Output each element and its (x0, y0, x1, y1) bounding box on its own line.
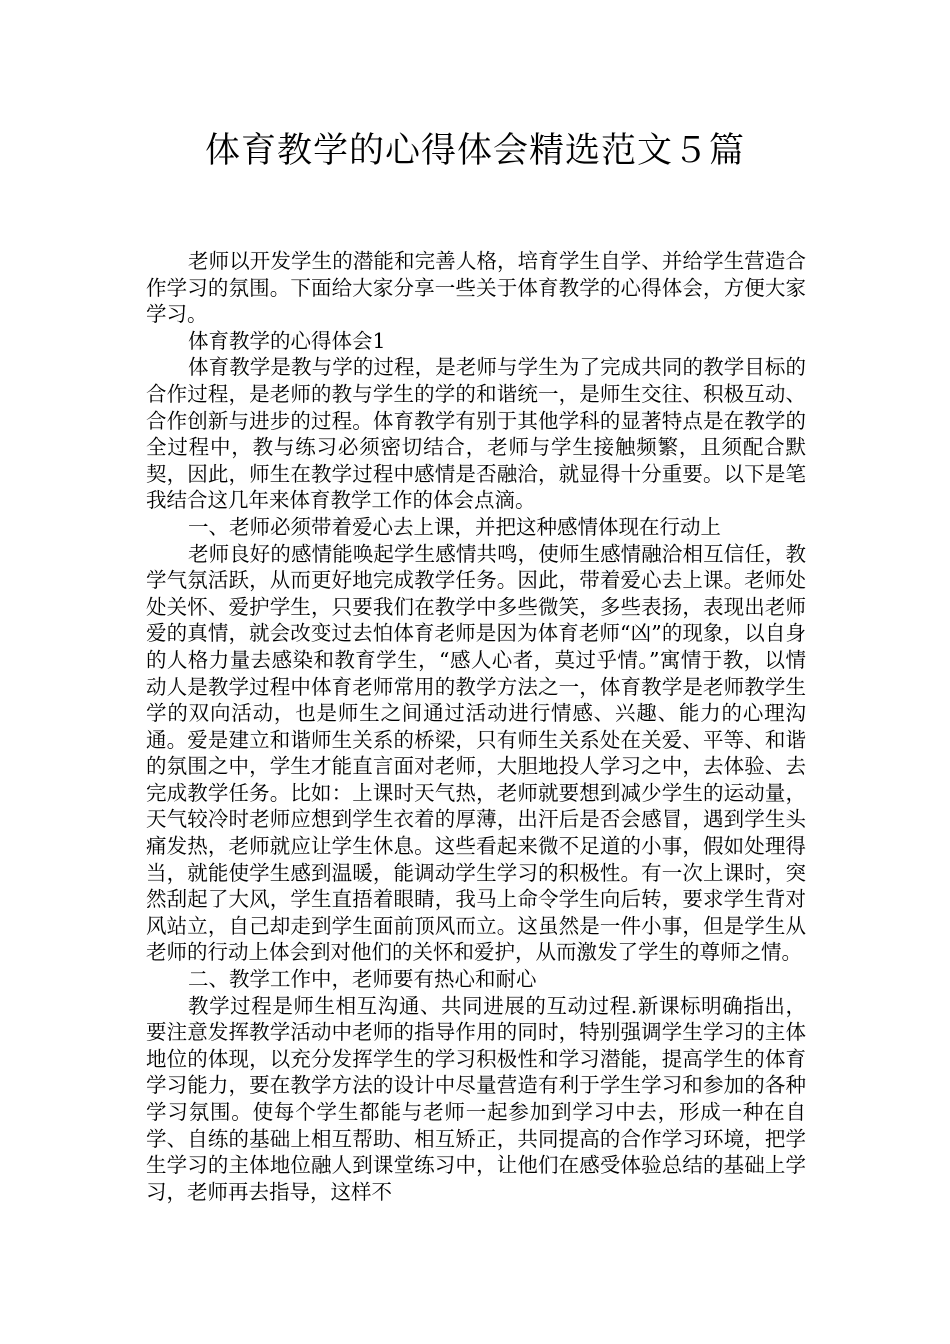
document-title: 体育教学的心得体会精选范文５篇 (204, 131, 745, 171)
section-heading-part-1: 一、老师必须带着爱心去上课，并把这种感情体现在行动上 (188, 514, 721, 539)
body-paragraph: 老师良好的感情能唤起学生感情共鸣，使师生感情融洽相互信任，教学气氛活跃，从而更好地完成教学任务。因此，带着爱心去上课。老师处处关怀、爱护学生，只要我们在教学中多些微笑，多些表扬，表现出老师爱的真情，就会改变过去怕体育老师是因为体育老师“凶”的现象，以自身的人格力量去感染和教育学生，“感人心者，莫过乎情。”寓情于教，以情动人是教学过程中体育老师常用的教学方法之一，体育教学是老师教学生学的双向活动，也是师生之间通过活动进行情感、兴趣、能力的心理沟通。爱是建立和谐师生关系的桥梁，只有师生关系处在关爱、平等、和谐的氛围之中，学生才能直言面对老师，大胆地投人学习之中，去体验、去完成教学任务。比如：上课时天气热，老师就要想到减少学生的运动量，天气较冷时老师应想到学生衣着的厚薄，出汗后是否会感冒，遇到学生头痛发热，老师就应让学生休息。这些看起来微不足道的小事，假如处理得当，就能使学生感到温暖，能调动学生学习的积极性。有一次上课时，突然刮起了大风，学生直捂着眼睛，我马上命令学生向后转，要求学生背对风站立，自己却走到学生面前顶风而立。这虽然是一件小事，但是学生从老师的行动上体会到对他们的关怀和爱护，从而激发了学生的尊师之情。 (146, 541, 806, 965)
body-paragraph: 体育教学是教与学的过程，是老师与学生为了完成共同的教学目标的合作过程，是老师的教与学生的学的和谐统一，是师生交往、积极互动、合作创新与进步的过程。体育教学有别于其他学科的显著特点是在教学的全过程中，教与练习必须密切结合，老师与学生接触频繁，且须配合默契，因此，师生在教学过程中感情是否融洽，就显得十分重要。以下是笔我结合这几年来体育教学工作的体会点滴。 (146, 355, 806, 513)
intro-paragraph: 老师以开发学生的潜能和完善人格，培育学生自学、并给学生营造合作学习的氛围。下面给大家分享一些关于体育教学的心得体会，方便大家学习。 (146, 249, 806, 327)
document-body (146, 248, 806, 1205)
body-paragraph: 教学过程是师生相互沟通、共同进展的互动过程.新课标明确指出，要注意发挥教学活动中老师的指导作用的同时，特别强调学生学习的主体地位的体现，以充分发挥学生的学习积极性和学习潜能，提高学生的体育学习能力，要在教学方法的设计中尽量营造有利于学生学习和参加的各种学习氛围。使每个学生都能与老师一起参加到学习中去，形成一种在自学、自练的基础上相互帮助、相互矫正，共同提高的合作学习环境，把学生学习的主体地位融人到课堂练习中，让他们在感受体验总结的基础上学习，老师再去指导，这样不 (146, 993, 806, 1204)
section-heading-part-2: 二、教学工作中，老师要有热心和耐心 (188, 967, 537, 992)
section-heading-essay-1: 体育教学的心得体会1 (188, 328, 386, 353)
